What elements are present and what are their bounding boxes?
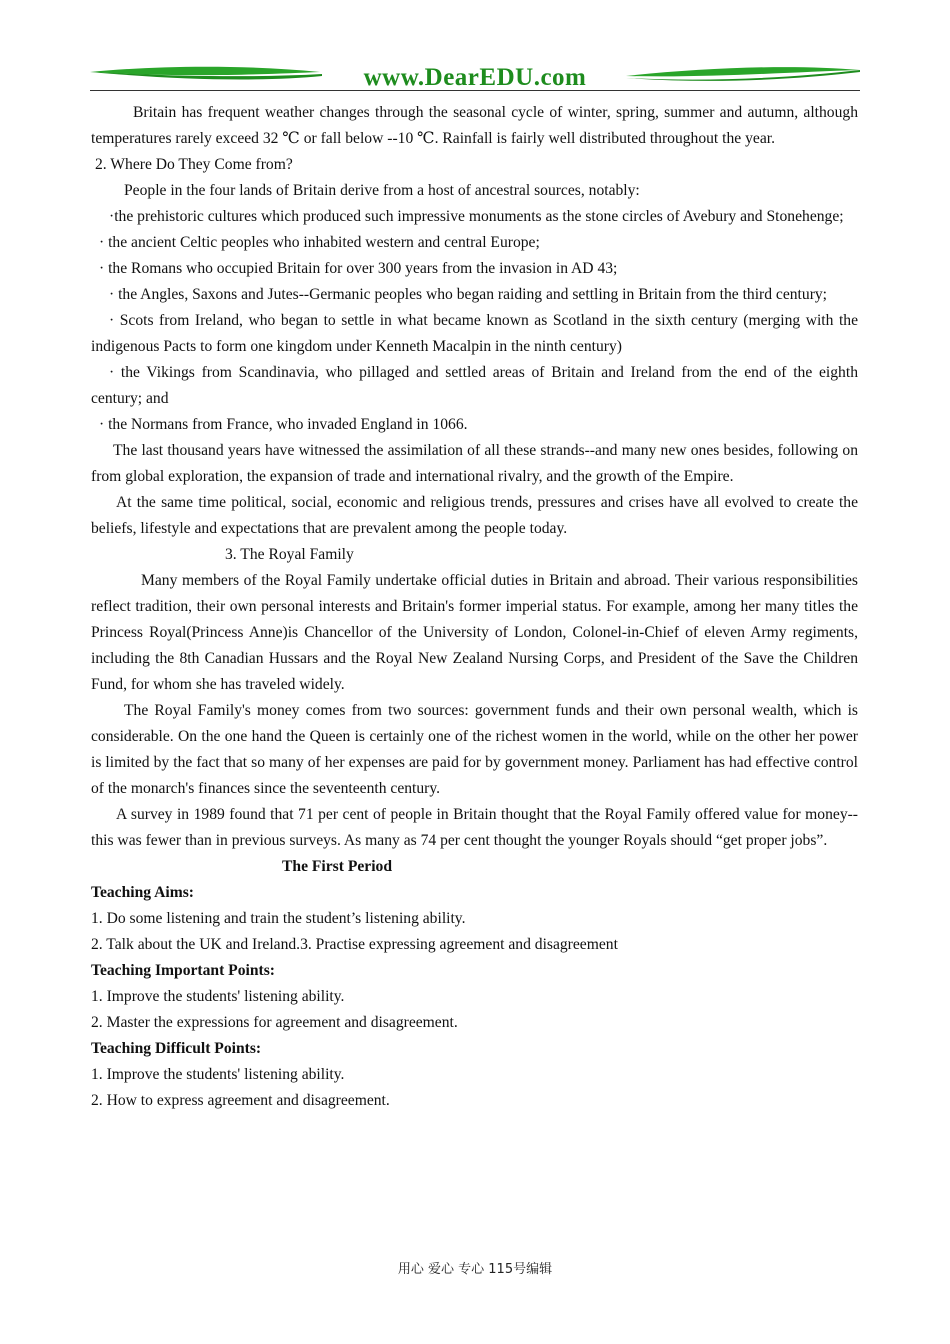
page-footer: 用心 爱心 专心 115号编辑	[397, 1262, 553, 1277]
bullet-celtic: · the ancient Celtic peoples who inhabited western and central Europe;	[99, 234, 540, 251]
important-point-item: 2. Master the expressions for agreement and disagreement.	[91, 1014, 458, 1031]
important-points-heading: Teaching Important Points:	[91, 962, 275, 979]
origins-intro-paragraph: People in the four lands of Britain derive from a host of ancestral sources, notably:	[124, 182, 640, 199]
bullet-vikings: · the Vikings from Scandinavia, who pillaged and settled areas of Britain and Ireland from the end of the eighth century; and	[91, 364, 858, 407]
bullet-normans: · the Normans from France, who invaded England in 1066.	[99, 416, 468, 433]
header-divider	[90, 90, 860, 91]
teaching-aim-item: 2. Talk about the UK and Ireland.3. Practise expressing agreement and disagreement	[91, 936, 618, 953]
period-title: The First Period	[282, 858, 393, 875]
difficult-points-heading: Teaching Difficult Points:	[91, 1040, 262, 1057]
bullet-romans: · the Romans who occupied Britain for over 300 years from the invasion in AD 43;	[99, 260, 618, 277]
assimilation-paragraph: The last thousand years have witnessed the assimilation of all these strands--and many new ones besides, following on from global exploration, the expansion of trade and international rivalry, and the growth of the Empire.	[91, 442, 858, 485]
teaching-aims-heading: Teaching Aims:	[91, 884, 194, 901]
bullet-anglo-saxons: · the Angles, Saxons and Jutes--Germanic peoples who began raiding and settling in Britain from the third century;	[109, 286, 828, 303]
section-heading-royal-family: 3. The Royal Family	[225, 546, 354, 563]
document-body	[91, 100, 858, 1114]
site-logo: www.DearEDU.com	[363, 64, 587, 91]
survey-paragraph: A survey in 1989 found that 71 per cent of people in Britain thought that the Royal Family offered value for money--this was fewer than in previous surveys. As many as 74 per cent thought the younger Royals should “get proper jobs”.	[91, 806, 858, 849]
royal-money-paragraph: The Royal Family's money comes from two sources: government funds and their own personal wealth, which is considerable. On the one hand the Queen is certainly one of the richest women in the world, while on the other her power is limited by the fact that so many of her expenses are paid for by government money. Parliament has had effective control of the monarch's finances since the seventeenth century.	[91, 702, 858, 797]
section-heading-origins: 2. Where Do They Come from?	[95, 156, 293, 173]
trends-paragraph: At the same time political, social, economic and religious trends, pressures and crises have all evolved to create the beliefs, lifestyle and expectations that are prevalent among the people today.	[91, 494, 858, 537]
royal-duties-paragraph: Many members of the Royal Family undertake official duties in Britain and abroad. Their various responsibilities reflect tradition, their own personal interests and Britain's former imperial status. For example, among her many titles the Princess Royal(Princess Anne)is Chancellor of the University of London, Colonel-in-Chief of eleven Army regiments, including the 8th Canadian Hussars and the Royal New Zealand Nursing Corps, and President of the Save the Children Fund, for whom she has traveled widely.	[91, 572, 858, 693]
bullet-prehistoric: ·the prehistoric cultures which produced such impressive monuments as the stone circles of Avebury and Stonehenge;	[109, 208, 844, 225]
teaching-aim-item: 1. Do some listening and train the student’s listening ability.	[91, 910, 466, 927]
difficult-point-item: 1. Improve the students' listening ability.	[91, 1066, 345, 1083]
important-point-item: 1. Improve the students' listening ability.	[91, 988, 345, 1005]
weather-paragraph: Britain has frequent weather changes through the seasonal cycle of winter, spring, summer and autumn, although temperatures rarely exceed 32 ℃ or fall below --10 ℃. Rainfall is fairly well distributed throughout the year.	[91, 104, 858, 147]
difficult-point-item: 2. How to express agreement and disagreement.	[91, 1092, 390, 1109]
bullet-scots: · Scots from Ireland, who began to settle in what became known as Scotland in the sixth century (merging with the indigenous Pacts to form one kingdom under Kenneth Macalpin in the ninth century)	[91, 312, 858, 355]
